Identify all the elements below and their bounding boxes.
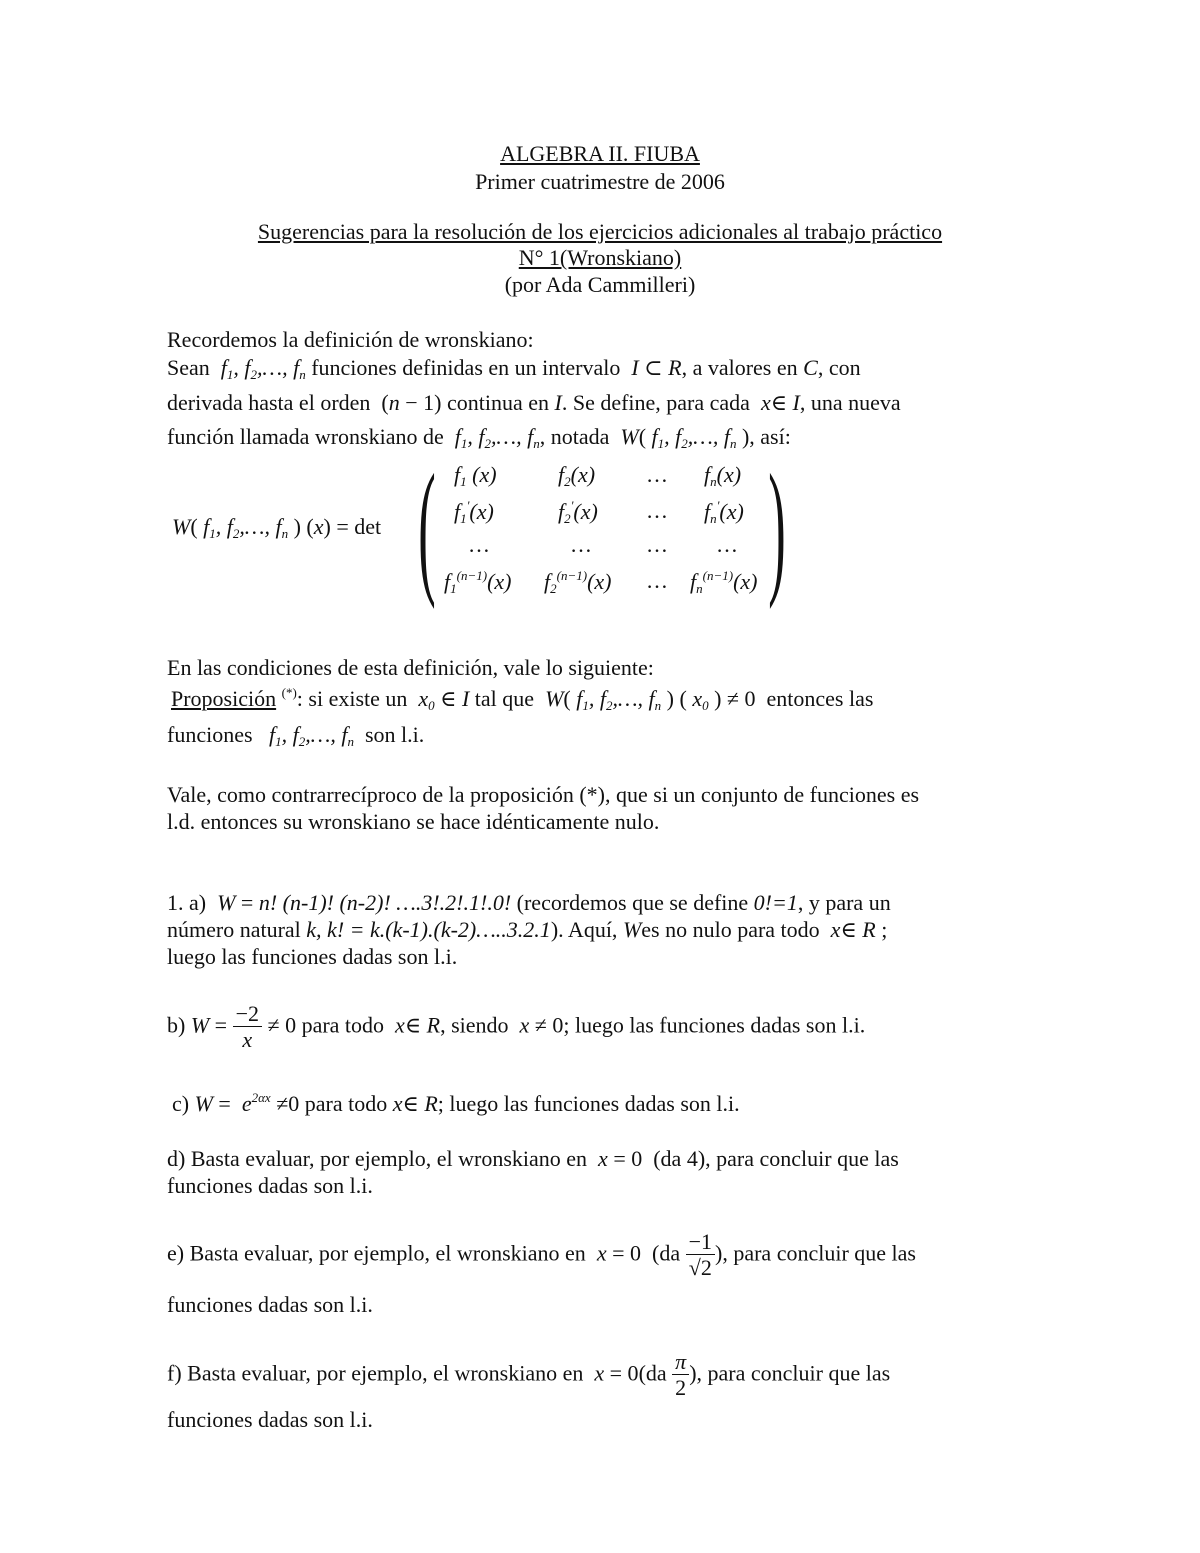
doc-heading-line2: N° 1(Wronskiano) [518, 245, 682, 270]
right-bracket: ) [768, 444, 786, 610]
answer-a-line2: número natural k, k! = k.(k-1).(k-2)…..3.2.1). Aquí, Wes no nulo para todo x∈ R ; [167, 917, 888, 942]
answer-f-line2: funciones dadas son l.i. [167, 1407, 373, 1432]
doc-author: (por Ada Cammilleri) [504, 272, 696, 297]
answer-a-line1: 1. a) W = n! (n-1)! (n-2)! ….3!.2!.1!.0! (recordemos que se define 0!=1, y para un [167, 890, 891, 915]
corollary-line1: Vale, como contrarrecíproco de la proposición (*), que si un conjunto de funciones es [167, 782, 920, 807]
proposition-line2: funciones $f_1$, $f_2,\dots$, $f_n$ son l.i. [167, 722, 425, 749]
left-bracket: ( [418, 444, 436, 610]
answer-c: c) $W = e^{2\alpha x} \ne 0$ para todo x∈ R; luego las funciones dadas son l.i. [172, 1090, 740, 1116]
answer-b: b) W = $\frac{-2}{x}$ ≠ 0 para todo x∈ R, siendo x ≠ 0; luego las funciones dadas son l.i. [167, 1001, 866, 1053]
doc-title: ALGEBRA II. FIUBA [500, 141, 700, 166]
answer-f-line1: f) Basta evaluar, por ejemplo, el wronskiano en x = 0(da $\frac{\pi}{2}$ ), para concluir que las [167, 1349, 891, 1401]
answer-d-line1: d) Basta evaluar, por ejemplo, el wronskiano en x = 0 (da 4), para concluir que las [167, 1146, 899, 1171]
definition-line3: función llamada wronskiano de $f_1$, $f_2,\dots$, $f_n$, notada W( $f_1$, $f_2,\dots$, $f_n$ ), así: [167, 424, 791, 451]
proposition-intro: En las condiciones de esta definición, vale lo siguiente: [167, 655, 654, 680]
answer-e-line2: funciones dadas son l.i. [167, 1292, 373, 1317]
definition-line1: Sean $f_1$, $f_2,\dots$, $f_n$ funciones definidas en un intervalo I ⊂ R, a valores en C, con [167, 355, 861, 382]
answer-e-line1: e) Basta evaluar, por ejemplo, el wronskiano en x = 0 (da $\frac{-1}{√2}$ ), para concluir que las [167, 1229, 916, 1281]
answer-b-fraction: $\frac{-2}{x}$ [233, 1002, 262, 1052]
answer-f-fraction: $\frac{\pi}{2}$ [672, 1350, 689, 1400]
answer-a-line3: luego las funciones dadas son l.i. [167, 944, 458, 969]
corollary-line2: l.d. entonces su wronskiano se hace idénticamente nulo. [167, 809, 660, 834]
answer-d-line2: funciones dadas son l.i. [167, 1173, 373, 1198]
definition-line2: derivada hasta el orden (n − 1) continua en I. Se define, para cada x∈ I, una nueva [167, 390, 901, 415]
doc-subtitle: Primer cuatrimestre de 2006 [475, 169, 725, 194]
doc-heading-line1: Sugerencias para la resolución de los ejercicios adicionales al trabajo práctico [257, 219, 943, 244]
definition-intro: Recordemos la definición de wronskiano: [167, 327, 534, 352]
answer-e-fraction: $\frac{-1}{√2}$ [686, 1230, 715, 1280]
proposition-line1: Proposición (*): si existe un $x_0$ ∈ I tal que W( $f_1$, $f_2,\dots$, $f_n$ ) ( $x_0$ ) ≠ 0 entonces las [171, 685, 874, 713]
wronskian-lhs: W( $f_1$, $f_2,\dots$, $f_n$ ) (x) = det [172, 514, 382, 541]
wronskian-matrix: ( ) $f_1$ (x) $f_2(x)$ … $f_n(x)$ $f_1'(x)$ $f_2'(x)$ … $f_n'(x)$ … … … … $f_1^{(n-1)}(x)$ $f_2^{(n-1)}(x)$ … $f_n^{(n-1)}(x)$ [418, 444, 786, 610]
